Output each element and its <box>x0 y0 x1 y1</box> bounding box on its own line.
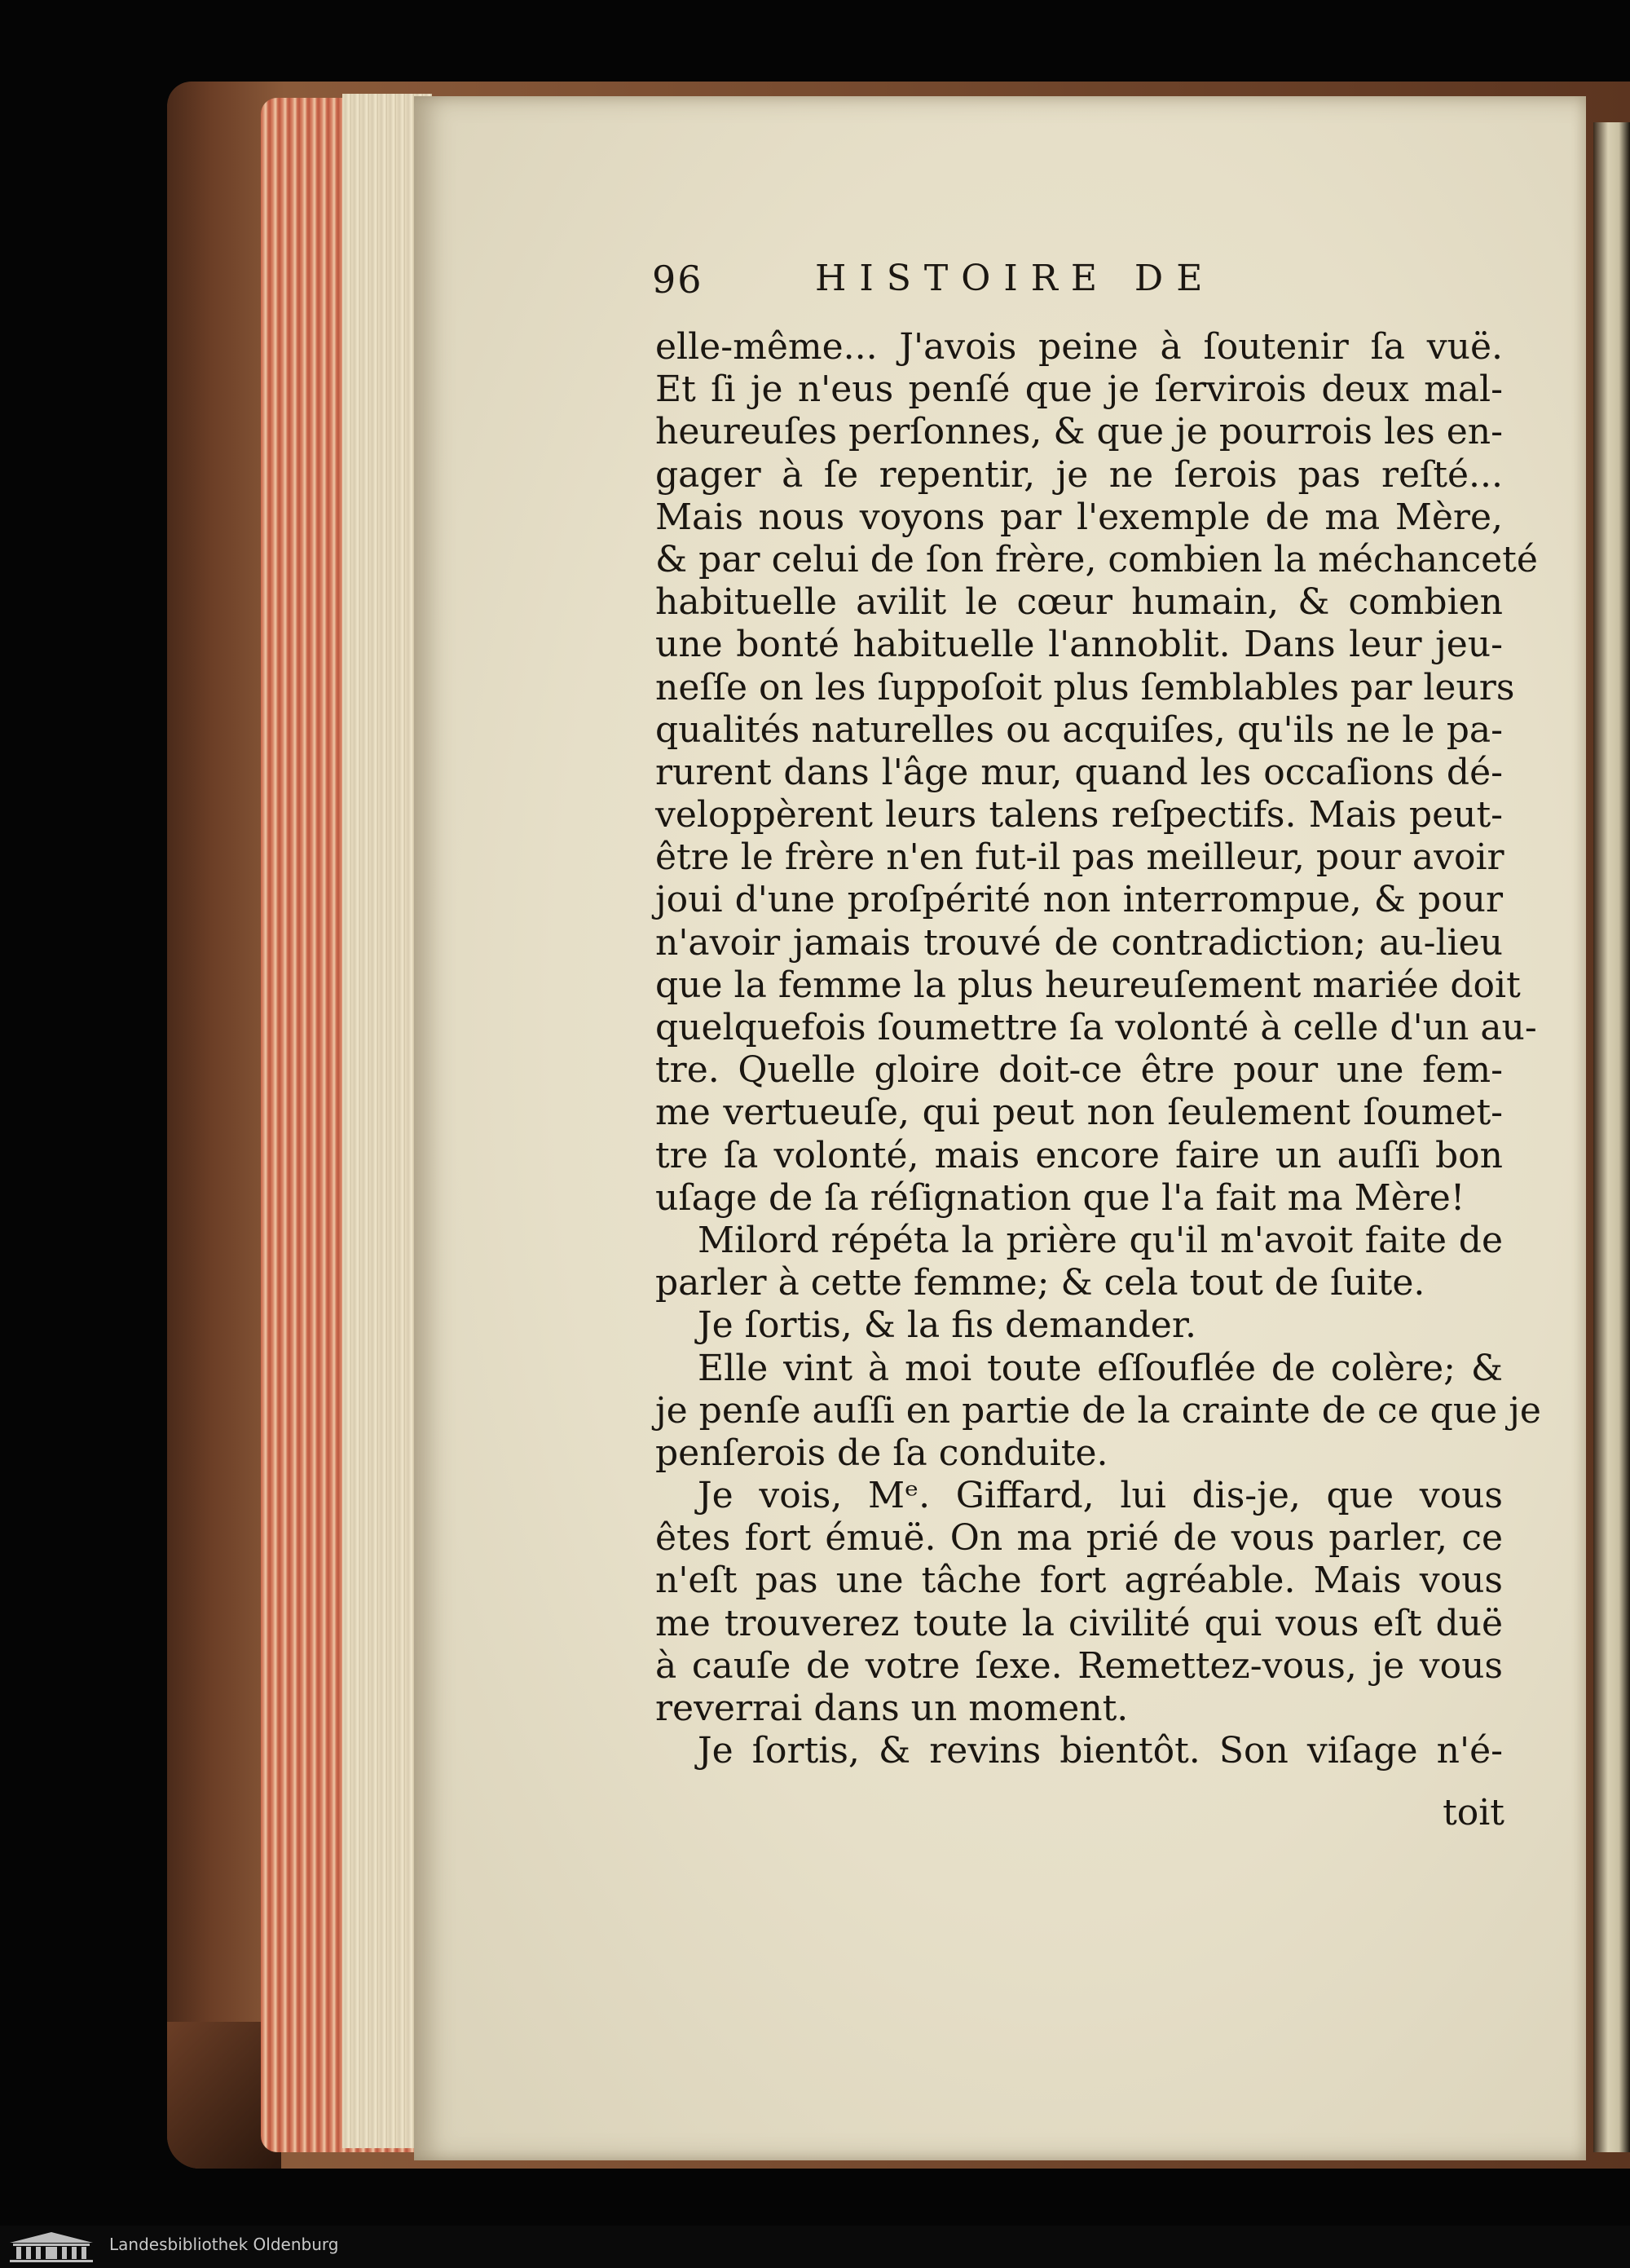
text-line: parler à cette femme; & cela tout de ſuite. <box>655 1262 1425 1304</box>
text-line: rurent dans l'âge mur, quand les occaſions dé- <box>655 751 1503 793</box>
text-line: à cauſe de votre ſexe. Remettez-vous, je vous <box>655 1644 1503 1687</box>
text-line: une bonté habituelle l'annoblit. Dans leur jeu- <box>655 624 1503 666</box>
library-name: Landesbibliothek Oldenburg <box>109 2235 339 2254</box>
text-line: & par celui de ſon frère, combien la méchanceté <box>655 538 1538 580</box>
text-line: penſerois de ſa conduite. <box>655 1432 1108 1474</box>
text-line: qualités naturelles ou acquiſes, qu'ils ne le pa- <box>655 708 1503 751</box>
text-line: tre ſa volonté, mais encore faire un auſſi bon <box>655 1134 1503 1176</box>
text-line: reverrai dans un moment. <box>655 1688 1129 1729</box>
text-line: êtes fort émuë. On ma prié de vous parler, ce <box>655 1517 1503 1560</box>
text-line: Et ſi je n'eus penſé que je ſervirois deux mal- <box>655 368 1503 411</box>
text-line: habituelle avilit le cœur humain, & combien <box>655 581 1503 624</box>
text-line: Je ſortis, & revins bientôt. Son viſage n'é- <box>698 1730 1503 1772</box>
text-line: gager à ſe repentir, je ne ſerois pas reſté... <box>655 453 1503 496</box>
text-line: n'avoir jamais trouvé de contradiction; au-lieu <box>655 921 1503 964</box>
text-line: uſage de ſa réſignation que l'a fait ma Mère! <box>655 1176 1465 1219</box>
catchword: toit <box>1443 1792 1504 1833</box>
running-title: HISTOIRE DE <box>815 258 1216 299</box>
text-line: heureuſes perſonnes, & que je pourrois les en- <box>655 411 1503 453</box>
library-building-icon <box>7 2230 96 2264</box>
text-line: Milord répéta la prière qu'il m'avoit faite de <box>698 1219 1503 1261</box>
text-line: Elle vint à moi toute eſſouflée de colère; & <box>698 1347 1503 1389</box>
text-line: me trouverez toute la civilité qui vous eſt duë <box>655 1602 1503 1644</box>
text-line: veloppèrent leurs talens reſpectifs. Mais peut- <box>655 794 1503 836</box>
text-line: être le frère n'en fut-il pas meilleur, pour avoir <box>655 836 1504 879</box>
text-line: joui d'une proſpérité non interrompue, & pour <box>655 879 1503 921</box>
page-number: 96 <box>652 258 703 302</box>
text-line: tre. Quelle gloire doit-ce être pour une fem- <box>655 1049 1503 1092</box>
text-line: neſſe on les ſuppoſoit plus ſemblables par leurs <box>655 666 1515 708</box>
text-line: quelquefois ſoumettre ſa volonté à celle d'un au- <box>655 1007 1537 1048</box>
text-line: n'eſt pas une tâche fort agréable. Mais vous <box>655 1560 1503 1602</box>
text-line: Je vois, Mᵉ. Giffard, lui dis-je, que vous <box>698 1475 1503 1517</box>
body-text <box>655 326 1541 1772</box>
text-line: elle-même... J'avois peine à ſoutenir ſa vuë. <box>655 326 1503 368</box>
text-line: Mais nous voyons par l'exemple de ma Mère, <box>655 496 1503 538</box>
facing-page-edge <box>1593 122 1630 2152</box>
text-line: me vertueuſe, qui peut non ſeulement ſoumet- <box>655 1092 1503 1134</box>
text-line: je penſe auſſi en partie de la crainte de ce que je <box>655 1389 1541 1432</box>
text-line: Je ſortis, & la fis demander. <box>698 1304 1197 1347</box>
text-line: que la femme la plus heureuſement mariée doit <box>655 964 1521 1006</box>
